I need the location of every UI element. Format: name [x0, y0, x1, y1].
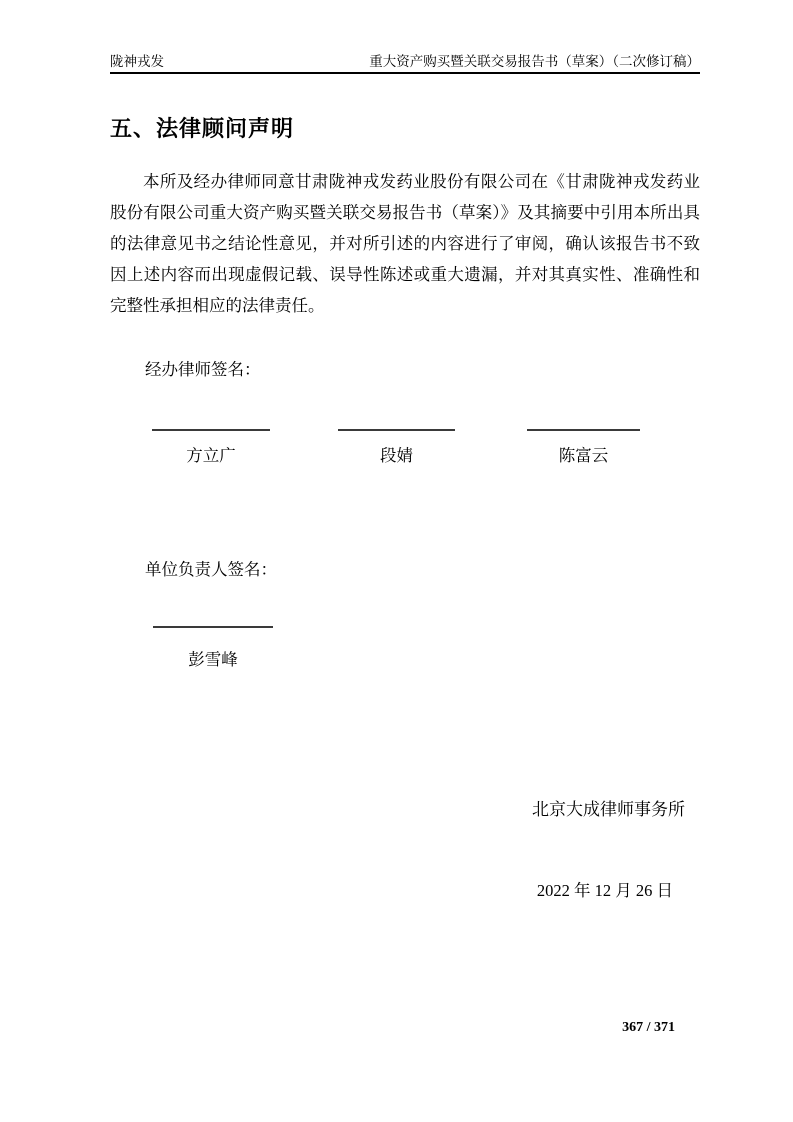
- unit-head-name: 彭雪峰: [188, 650, 238, 669]
- signature-line-unit-head: [153, 626, 273, 628]
- section-title: 五、法律顾问声明: [110, 115, 295, 141]
- signature-line-lawyer-2: [338, 429, 455, 431]
- lawyer-name: 陈富云: [558, 446, 609, 465]
- document-date: 2022 年 12 月 26 日: [536, 881, 673, 900]
- page-header: [110, 50, 700, 74]
- page-number: 367 / 371: [622, 1020, 675, 1035]
- signature-line-lawyer-1: [152, 429, 270, 431]
- lawyer-name: 方立广: [186, 446, 236, 465]
- header-company-short-name: 陇神戎发: [110, 54, 164, 69]
- lawyer-name: 段婧: [380, 446, 413, 465]
- declaration-paragraph: 本所及经办律师同意甘肃陇神戎发药业股份有限公司在《甘肃陇神戎发药业股份有限公司重大资产购买暨关联交易报告书（草案）》及其摘要中引用本所出具的法律意见书之结论性意见，并对所引述的内容进行了审阅，确认该报告书不致因上述内容而出现虚假记载、误导性陈述或重大遗漏，并对其真实性、准确性和完整性承担相应的法律责任。: [110, 171, 700, 315]
- unit-head-signature-label: 单位负责人签名：: [145, 560, 277, 579]
- law-firm-name: 北京大成律师事务所: [532, 800, 685, 819]
- signature-line-lawyer-3: [527, 429, 640, 431]
- lawyer-signature-label: 经办律师签名：: [145, 360, 261, 379]
- header-document-title: 重大资产购买暨关联交易报告书（草案）（二次修订稿）: [369, 54, 700, 69]
